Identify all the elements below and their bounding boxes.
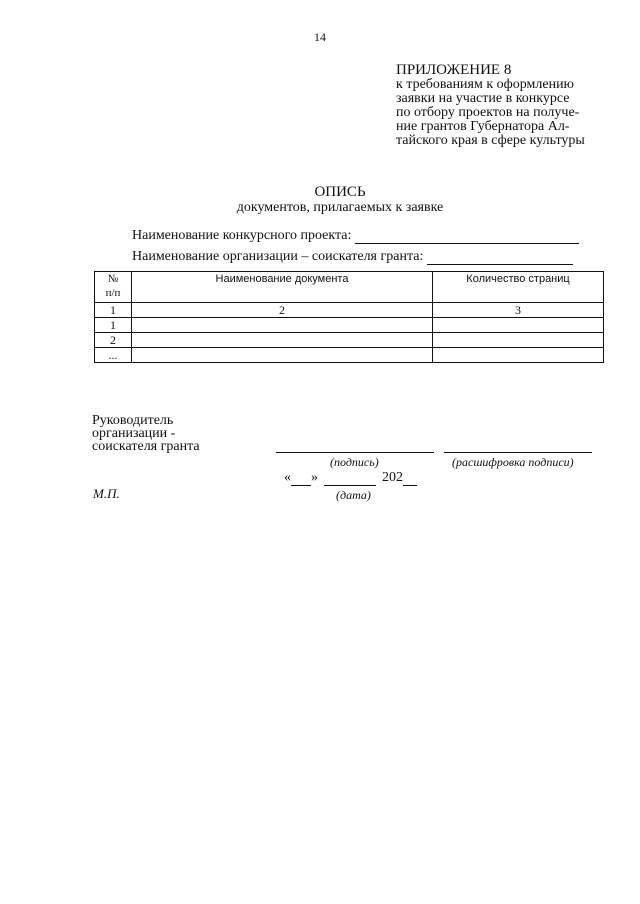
appendix-title: ПРИЛОЖЕНИЕ 8	[396, 62, 512, 78]
document-subtitle: документов, прилагаемых к заявке	[236, 200, 444, 215]
organization-name-field	[132, 249, 573, 265]
cell-page-count[interactable]	[433, 348, 604, 363]
table-header-row	[95, 272, 604, 303]
month-blank[interactable]	[324, 472, 376, 486]
appendix-line: ние грантов Губернатора Ал-	[396, 119, 570, 134]
header-page-count: Количество страниц	[433, 272, 604, 303]
date-close-quote: »	[311, 470, 318, 485]
table-row	[95, 303, 604, 318]
page-number: 14	[314, 30, 326, 44]
header-document-name: Наименование документа	[132, 272, 433, 303]
appendix-block	[396, 62, 606, 148]
signer-line: организации -	[92, 426, 176, 441]
decoding-caption: (расшифровка подписи)	[452, 455, 574, 469]
cell-number: 2	[95, 333, 132, 348]
date-field	[284, 470, 417, 486]
table-row	[95, 333, 604, 348]
header-number-sign: №	[107, 273, 119, 285]
header-number-abbr: п/п	[105, 287, 121, 299]
signature-blank[interactable]	[276, 452, 434, 453]
project-name-blank[interactable]	[355, 229, 579, 244]
day-blank[interactable]	[291, 472, 311, 486]
appendix-line: к требованиям к оформлению	[396, 77, 575, 92]
signer-title	[92, 414, 200, 453]
cell-document-name[interactable]	[132, 348, 433, 363]
date-caption: (дата)	[336, 488, 371, 502]
signer-line: соискателя гранта	[92, 439, 200, 454]
cell-page-count[interactable]	[433, 333, 604, 348]
stamp-place: М.П.	[93, 486, 120, 501]
appendix-line: заявки на участие в конкурсе	[396, 91, 570, 106]
year-blank[interactable]	[403, 472, 417, 486]
signature-decoding-blank[interactable]	[444, 452, 592, 453]
year-prefix: 202	[382, 470, 403, 485]
cell-page-count[interactable]	[433, 318, 604, 333]
cell-document-name[interactable]	[132, 318, 433, 333]
signature-caption: (подпись)	[330, 455, 379, 469]
cell-page-count: 3	[433, 303, 604, 318]
header-number	[95, 272, 132, 303]
appendix-line: тайского края в сфере культуры	[396, 133, 585, 148]
project-name-field	[132, 228, 579, 244]
date-open-quote: «	[284, 470, 291, 485]
signer-line: Руководитель	[92, 413, 174, 428]
organization-name-blank[interactable]	[427, 250, 573, 265]
appendix-line: по отбору проектов на получе-	[396, 105, 580, 120]
cell-document-name[interactable]	[132, 333, 433, 348]
organization-name-label: Наименование организации – соискателя гранта:	[132, 249, 424, 264]
documents-table	[94, 271, 604, 363]
cell-number: ...	[95, 348, 132, 363]
cell-document-name: 2	[132, 303, 433, 318]
project-name-label: Наименование конкурсного проекта:	[132, 228, 352, 243]
table-row	[95, 348, 604, 363]
document-title: ОПИСЬ	[314, 184, 366, 200]
cell-number: 1	[95, 318, 132, 333]
table-row	[95, 318, 604, 333]
cell-number: 1	[95, 303, 132, 318]
